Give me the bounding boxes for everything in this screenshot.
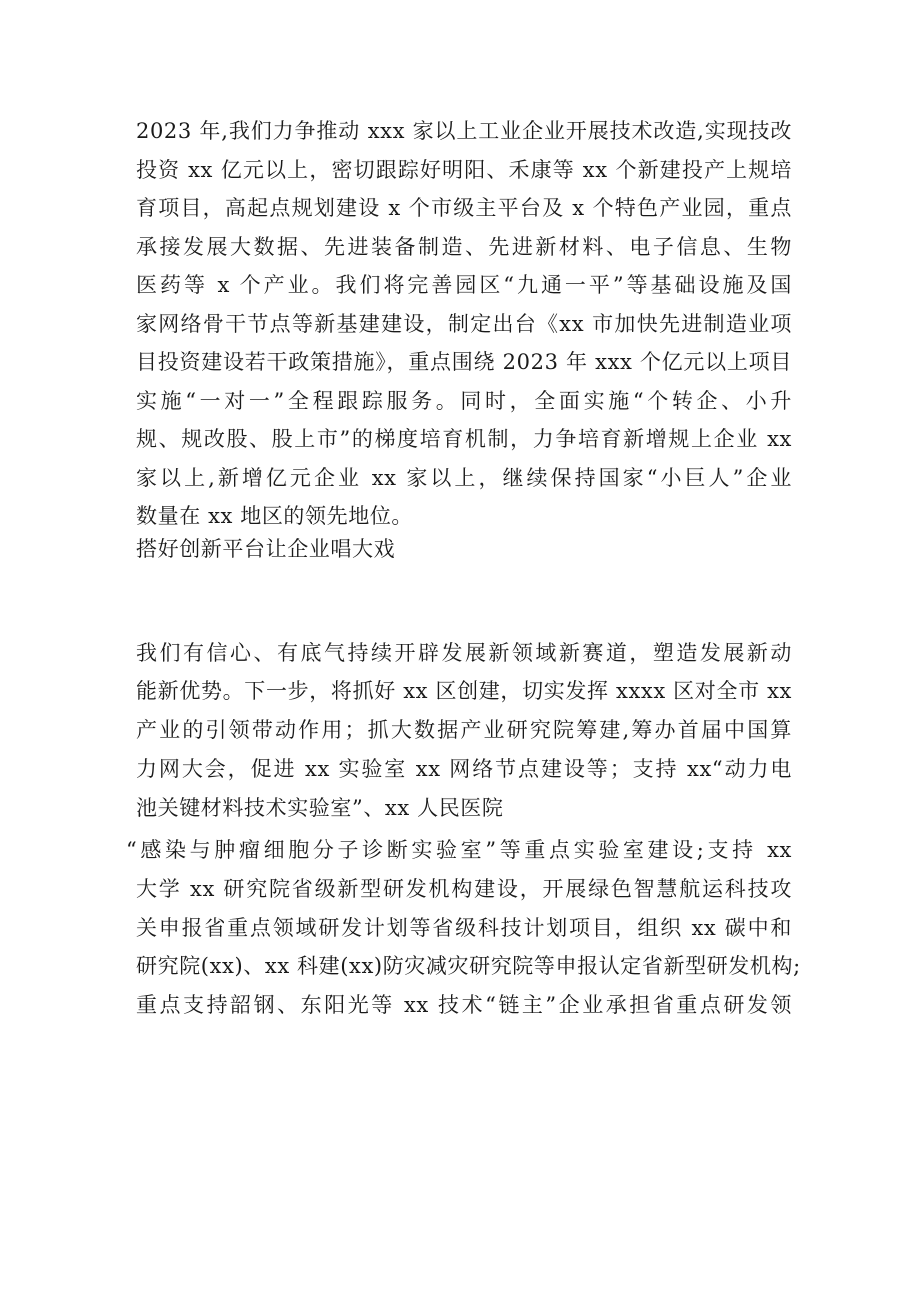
text-line: 实施“一对一”全程跟踪服务。同时，全面实施“个转企、小升	[136, 388, 792, 413]
text-line: 育项目，高起点规划建设 x 个市级主平台及 x 个特色产业园，重点	[136, 196, 792, 220]
text-line: 数量在 xx 地区的领先地位。	[136, 504, 414, 528]
section-heading: 搭好创新平台让企业唱大戏	[136, 536, 396, 561]
text-line: 研究院(xx)、xx 科建(xx)防灾减灾研究院等申报认定省新型研发机构;	[136, 954, 801, 979]
paragraph-2	[136, 634, 792, 828]
text-line: 大学 xx 研究院省级新型研发机构建设，开展绿色智慧航运科技攻	[136, 877, 792, 902]
text-line: 家网络骨干节点等新基建建设，制定出台《xx 市加快先进制造业项	[136, 311, 792, 336]
text-line: 规、规改股、股上市”的梯度培育机制，力争培育新增规上企业 xx	[136, 427, 792, 451]
text-line: 池关键材料技术实验室”、xx 人民医院	[136, 795, 504, 820]
text-line: 重点支持韶钢、东阳光等 xx 技术“链主”企业承担省重点研发领	[136, 992, 792, 1017]
text-line: “感染与肿瘤细胞分子诊断实验室”等重点实验室建设;支持 xx	[126, 838, 792, 863]
text-line: 产业的引领带动作用；抓大数据产业研究院筹建,筹办首届中国算	[136, 718, 792, 743]
spacer	[136, 566, 792, 634]
document-page	[126, 112, 801, 1024]
text-line: 能新优势。下一步，将抓好 xx 区创建，切实发挥 xxxx 区对全市 xx	[136, 679, 792, 704]
text-line: 2023 年,我们力争推动 xxx 家以上工业企业开展技术改造,实现技改	[136, 119, 792, 143]
paragraph-1	[136, 112, 792, 536]
text-line: 目投资建设若干政策措施》，重点围绕 2023 年 xxx 个亿元以上项目	[136, 350, 792, 374]
paragraph-3	[126, 831, 801, 1024]
text-line: 力网大会，促进 xx 实验室 xx 网络节点建设等；支持 xx“动力电	[136, 756, 792, 781]
text-line: 承接发展大数据、先进装备制造、先进新材料、电子信息、生物	[136, 234, 792, 259]
text-line: 投资 xx 亿元以上，密切跟踪好明阳、禾康等 xx 个新建投产上规培	[136, 157, 792, 182]
text-line: 医药等 x 个产业。我们将完善园区“九通一平”等基础设施及国	[136, 273, 792, 297]
text-line: 我们有信心、有底气持续开辟发展新领域新赛道，塑造发展新动	[136, 640, 792, 665]
text-line: 家以上,新增亿元企业 xx 家以上，继续保持国家“小巨人”企业	[136, 465, 792, 490]
text-line: 关申报省重点领域研发计划等省级科技计划项目，组织 xx 碳中和	[136, 915, 792, 940]
